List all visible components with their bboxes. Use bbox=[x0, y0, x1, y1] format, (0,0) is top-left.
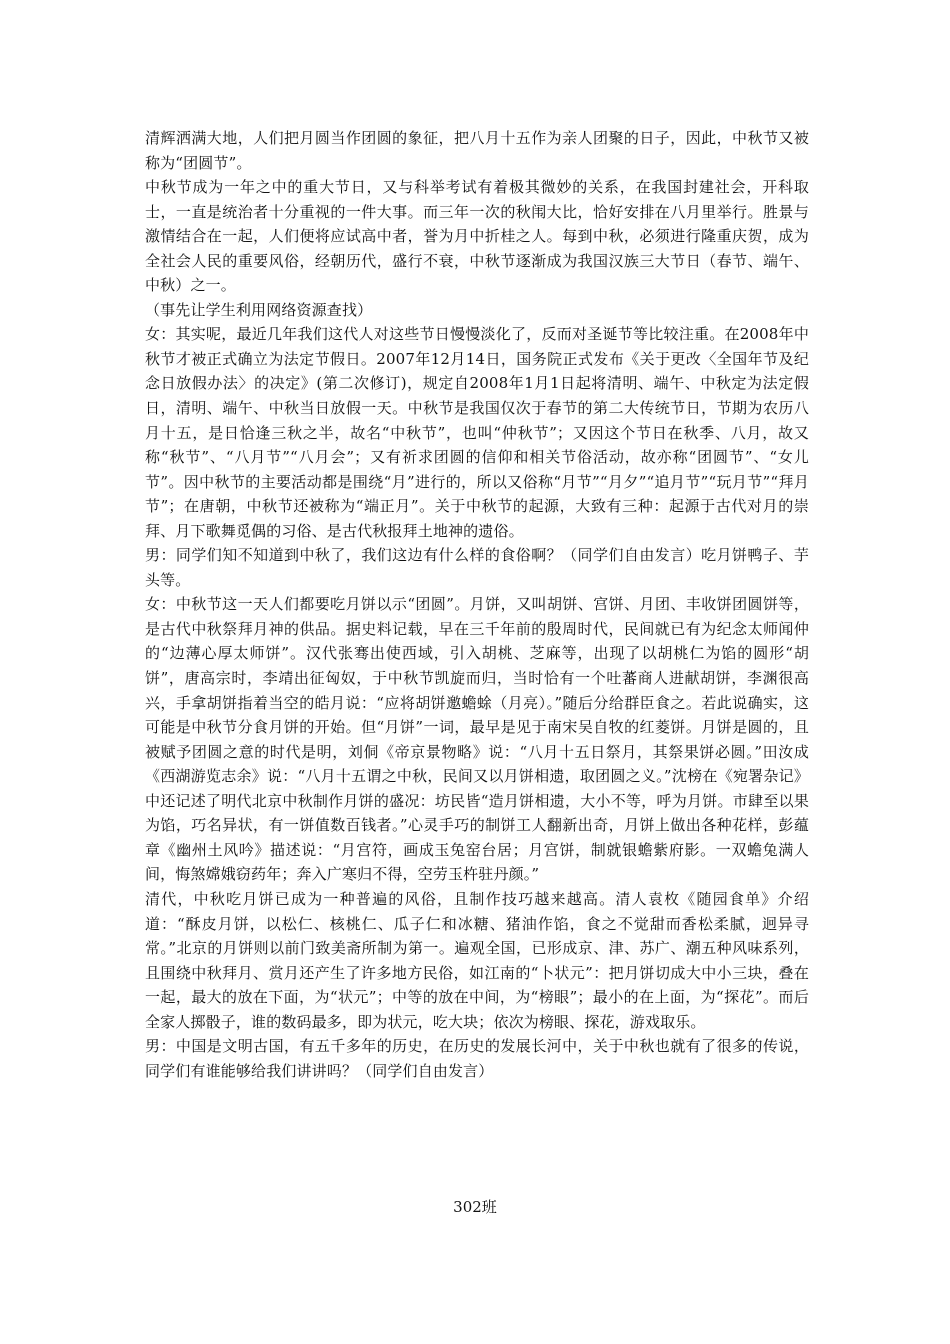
paragraph-mid-autumn-reunion: 清辉洒满大地，人们把月圆当作团圆的象征，把八月十五作为亲人团聚的日子，因此，中秋节又被称为“团圆节”。 bbox=[145, 129, 809, 172]
paragraph-qing-dynasty-mooncake: 清代，中秋吃月饼已成为一种普遍的风俗，且制作技巧越来越高。清人袁枚《随园食单》介绍道：“酥皮月饼，以松仁、核桃仁、瓜子仁和冰糖、猪油作馅，食之不觉甜而香松柔腻，迥异寻常。”北京的月饼则以前门致美斋所制为第一。遍观全国，已形成京、津、苏广、潮五种风味系列，且围绕中秋拜月、赏月还产生了许多地方民俗，如江南的“卜状元”：把月饼切成大中小三块，叠在一起，最大的放在下面，为“状元”；中等的放在中间，为“榜眼”；最小的在上面，为“探花”。而后全家人掷骰子，谁的数码最多，即为状元，吃大块；依次为榜眼、探花，游戏取乐。 bbox=[145, 889, 809, 1031]
paragraph-male-legends: 男：中国是文明古国，有五千多年的历史，在历史的发展长河中，关于中秋也就有了很多的传说，同学们有谁能够给我们讲讲吗？（同学们自由发言） bbox=[145, 1037, 809, 1080]
paragraph-note: （事先让学生利用网络资源查找） bbox=[145, 300, 373, 319]
paragraph-female-holiday-history: 女：其实呢，最近几年我们这代人对这些节日慢慢淡化了，反而对圣诞节等比较注重。在2008年中秋节才被正式确立为法定节假日。2007年12月14日，国务院正式发布《关于更改〈全国年节及纪念日放假办法〉的决定》(第二次修订)，规定自2008年1月1日起将清明、端午、中秋定为法定假日，清明、端午、中秋当日放假一天。中秋节是我国仅次于春节的第二大传统节日，节期为农历八月十五，是日恰逢三秋之半，故名“中秋节”，也叫“仲秋节”；又因这个节日在秋季、八月，故又称“秋节”、“八月节”“八月会”；又有祈求团圆的信仰和相关节俗活动，故亦称“团圆节”、“女儿节”。因中秋节的主要活动都是围绕“月”进行的，所以又俗称“月节”“月夕”“追月节”“玩月节”“拜月节”；在唐朝，中秋节还被称为“端正月”。关于中秋节的起源，大致有三种：起源于古代对月的崇拜、月下歌舞觅偶的习俗、是古代秋报拜土地神的遗俗。 bbox=[145, 325, 809, 540]
page-footer: 302班 bbox=[453, 1198, 497, 1216]
paragraph-imperial-exam: 中秋节成为一年之中的重大节日，又与科举考试有着极其微妙的关系，在我国封建社会，开科取士，一直是统治者十分重视的一件大事。而三年一次的秋闱大比，恰好安排在八月里举行。胜景与激情结合在一起，人们便将应试高中者，誉为月中折桂之人。每到中秋，必须进行隆重庆贺，成为全社会人民的重要风俗，经朝历代，盛行不衰，中秋节逐渐成为我国汉族三大节日（春节、端午、中秋）之一。 bbox=[145, 178, 809, 295]
paragraph-male-food-customs: 男：同学们知不知道到中秋了，我们这边有什么样的食俗啊？（同学们自由发言）吃月饼鸭子、芋头等。 bbox=[145, 546, 809, 589]
document-body bbox=[145, 126, 809, 1083]
paragraph-female-mooncake-origin: 女：中秋节这一天人们都要吃月饼以示“团圆”。月饼，又叫胡饼、宫饼、月团、丰收饼团圆饼等，是古代中秋祭拜月神的供品。据史料记载，早在三千年前的殷周时代，民间就已有为纪念太师闻仲的“边薄心厚太师饼”。汉代张骞出使西域，引入胡桃、芝麻等，出现了以胡桃仁为馅的圆形“胡饼”，唐高宗时，李靖出征匈奴，于中秋节凯旋而归，当时恰有一个吐蕃商人进献胡饼，李渊很高兴，手拿胡饼指着当空的皓月说：“应将胡饼邀蟾蜍（月亮）。”随后分给群臣食之。若此说确实，这可能是中秋节分食月饼的开始。但“月饼”一词，最早是见于南宋吴自牧的红菱饼。月饼是圆的，且被赋予团圆之意的时代是明，刘侗《帝京景物略》说：“八月十五日祭月，其祭果饼必圆。”田汝成《西湖游览志余》说：“八月十五谓之中秋，民间又以月饼相遗，取团圆之义。”沈榜在《宛署杂记》中还记述了明代北京中秋制作月饼的盛况：坊民皆“造月饼相遗，大小不等，呼为月饼。市肆至以果为馅，巧名异状，有一饼值数百钱者。”心灵手巧的制饼工人翻新出奇，月饼上做出各种花样，彭蕴章《幽州土风吟》描述说：“月宫符，画成玉兔窑台居；月宫饼，制就银蟾紫府影。一双蟾兔满人间，悔煞嫦娥窃药年；奔入广寒归不得，空劳玉杵驻丹颜。” bbox=[145, 595, 809, 884]
